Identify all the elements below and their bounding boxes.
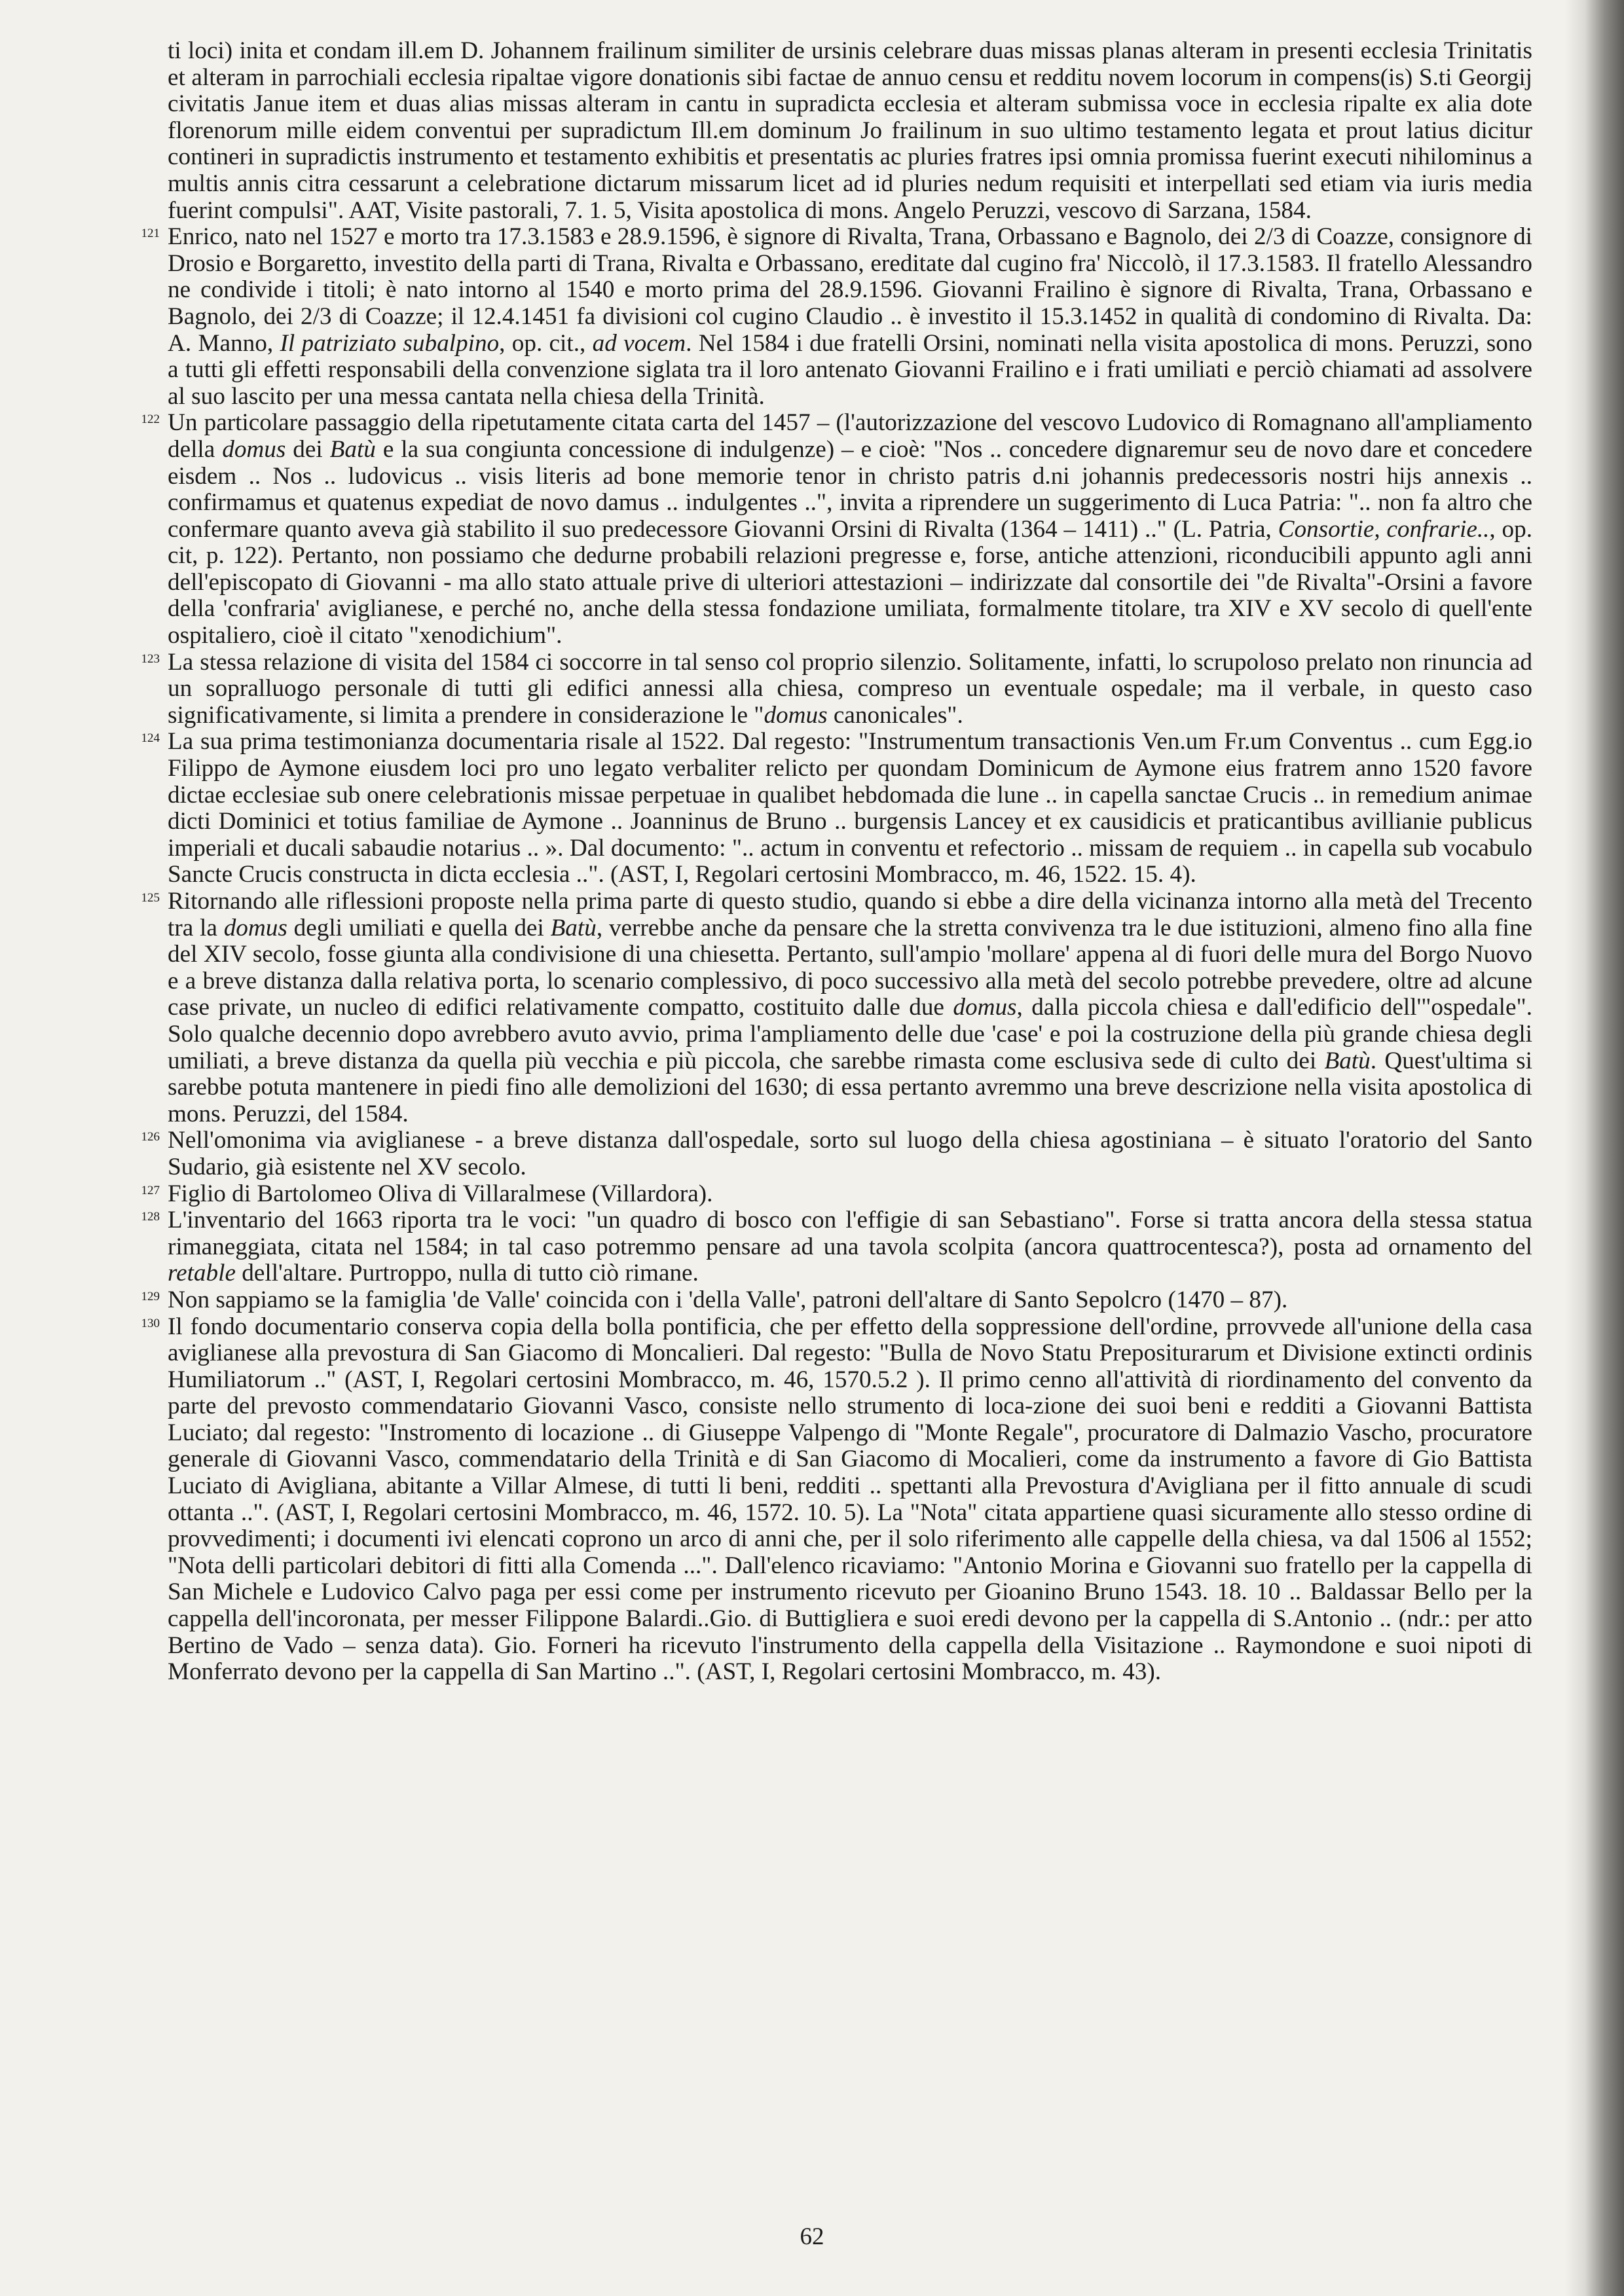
footnote-text: degli umiliati e quella dei [287, 914, 551, 941]
footnote-number: 121 [141, 227, 160, 241]
footnotes-block [124, 38, 1532, 1686]
footnote-italic-text: ad vocem [592, 329, 686, 357]
footnote-text: Non sappiamo se la famiglia 'de Valle' coincida con i 'della Valle', patroni dell'altare di Santo Sepolcro (1470 – 87). [168, 1286, 1288, 1313]
footnote-text: Il fondo documentario conserva copia della bolla pontificia, che per effetto della soppressione dell'ordine, prrovvede all'unione della casa aviglianese alla prevostura di San Giacomo di Moncalieri. Dal regesto: "Bulla de Novo Statu Prepositurarum et Divisione extincti ordinis Humiliatorum .." (AST, I, Regolari certosini Mombracco, m. 46, 1570.5.2 ). Il primo cenno all'attività di riordinamento del convento da parte del prevosto commendatario Giovanni Vasco, consiste nello strumento di loca-zione dei suoi beni e redditi a Giovanni Battista Luciato; dal regesto: "Instromento di locazione .. di Giuseppe Valpengo di "Monte Regale", procuratore di Dalmazio Vascho, procuratore generale di Giovanni Vasco, commendatario della Trinità e di San Giacomo di Mocalieri, come da instrumento a favore di Gio Battista Luciato di Avigliana, abitante a Villar Almese, di tutti li beni, redditi .. spettanti alla Prevostura d'Avigliana per il fitto annuale di scudi ottanta ..". (AST, I, Regolari certosini Mombracco, m. 46, 1572. 10. 5). La "Nota" citata appartiene quasi sicuramente allo stesso ordine di provvedimenti; i documenti ivi elencati coprono un arco di anni che, per il solo riferimento alle cappelle della chiesa, va dal 1506 al 1552; "Nota delli particolari debitori di fitti alla Comenda ...". Dall'elenco ricaviamo: "Antonio Morina e Giovanni suo fratello per la cappella di San Michele e Ludovico Calvo paga per essi come per instrumento ricevuto per Gioanino Bruno 1543. 18. 10 .. Baldassar Bello per la cappella dell'incoronata, per messer Filippone Balardi..Gio. di Buttigliera e suoi eredi devono per la cappella di S.Antonio .. (ndr.: per atto Bertino de Vado – senza data). Gio. Forneri ha ricevuto l'instrumento della cappella della Visitazione .. Raymondone e suoi nipoti di Monferrato devono per la cappella di San Martino ..". (AST, I, Regolari certosini Mombracco, m. 43). [168, 1313, 1532, 1686]
footnote-italic-text: domus [764, 701, 828, 729]
footnote [124, 224, 1532, 410]
footnote-italic-text: domus [222, 435, 286, 463]
footnote-text: La stessa relazione di visita del 1584 ci soccorre in tal senso col proprio silenzio. Solitamente, infatti, lo scrupoloso prelato non rinuncia ad un sopralluogo personale di tutti gli edifici annessi alla chiesa, compreso un eventuale ospedale; ma il verbale, in questo caso significativamente, si limita a prendere in considerazione le " [168, 648, 1532, 729]
footnote-italic-text: Consortie, confrarie.. [1278, 515, 1490, 543]
footnote-number: 128 [141, 1210, 160, 1224]
footnote-italic-text: domus [223, 914, 287, 941]
footnote-text: La sua prima testimonianza documentaria risale al 1522. Dal regesto: "Instrumentum transactionis Ven.um Fr.um Conventus .. cum Egg.io Filippo de Aymone eiusdem loci pro uno legato verbaliter relicto per quondam Dominicum de Aymone eius fratrem anno 1520 favore dictae ecclesiae sub onere celebrationis missae perpetuae in qualibet hebdomada die lune .. in capella sanctae Crucis .. in remedium animae dicti Dominici et totius familiae de Aymone .. Joanninus de Bruno .. burgensis Lancey et ex causidicis et praticantibus avillianie publicus imperiali et ducali sabaudie notarius .. ». Dal documento: ".. actum in conventu et refectorio .. missam de requiem .. in capella sub vocabulo Sancte Crucis constructa in dicta ecclesia ..". (AST, I, Regolari certosini Mombracco, m. 46, 1522. 15. 4). [168, 728, 1532, 888]
page-number: 62 [800, 2223, 824, 2250]
footnote-number: 124 [141, 731, 160, 746]
footnote-italic-text: Batù [550, 914, 597, 941]
footnote-number: 130 [141, 1316, 160, 1330]
footnote [124, 410, 1532, 649]
footnote-number: 122 [141, 412, 160, 427]
footnote [124, 1287, 1532, 1314]
footnote [124, 888, 1532, 1127]
footnote-number: 129 [141, 1289, 160, 1303]
footnote-text: Un particolare passaggio della ripetutamente citata carta del 1457 – (l'autorizzazione del vescovo Ludovico di Romagnano all'ampliamento della [168, 409, 1532, 463]
footnote-text: Nell'omonima via aviglianese - a breve distanza dall'ospedale, sorto sul luogo della chiesa agostiniana – è situato l'oratorio del Santo Sudario, già esistente nel XV secolo. [168, 1127, 1532, 1180]
footnote-italic-text: Il patriziato subalpino [280, 329, 500, 357]
footnote [124, 1207, 1532, 1287]
footnote [124, 729, 1532, 888]
footnote-text: Ritornando alle riflessioni proposte nella prima parte di questo studio, quando si ebbe a dire della vicinanza intorno alla metà del Trecento tra la [168, 888, 1532, 941]
footnote-italic-text: domus [953, 994, 1017, 1021]
footnote-continuation: ti loci) inita et condam ill.em D. Johannem frailinum similiter de ursinis celebrare duas missas planas alteram in presenti ecclesia Trinitatis et alteram in parrochiali ecclesia ripaltae vigore donationis sibi factae de annuo censu et redditu novem locorum in compens(is) S.ti Georgij civitatis Janue item et duas alias missas alteram in cantu in supradicta ecclesia et alteram submissa voce in ecclesia ripalte ex alia dote florenorum mille eidem conventui per supradictum Ill.em dominum Jo frailinum in suo ultimo testamento legata et prout latius dicitur contineri in supradictis instrumento et testamento exhibitis et presentatis ac pluries fratres ipsi omnia promissa fuerint executi nihilominus a multis annis citra cessarunt a celebratione dictarum missarum licet ad id pluries nedum requisiti et interpellati sed etiam via iuris media fuerint compulsi". AAT, Visite pastorali, 7. 1. 5, Visita apostolica di mons. Angelo Peruzzi, vescovo di Sarzana, 1584. [168, 37, 1532, 224]
footnote-number: 123 [141, 651, 160, 666]
footnote-text: dei [286, 435, 330, 463]
footnote-text: , op. cit., [499, 329, 593, 357]
footnote-text: canonicales". [827, 701, 963, 729]
footnote [124, 1127, 1532, 1180]
footnote [124, 1314, 1532, 1686]
footnote-italic-text: Batù [1324, 1047, 1371, 1074]
footnote-number: 125 [141, 891, 160, 905]
footnote-italic-text: Batù [329, 435, 376, 463]
footnote-text: e la sua congiunta concessione di indulgenze) – e cioè: "Nos .. concedere dignaremur seu de novo dare et concedere eisdem .. Nos .. ludovicus .. visis literis ad bone memorie tenor in christo patris d.ni johannis predecessoris nostri hijs annexis .. confirmamus et quatenus expediat de novo damus .. indulgentes ..", invita a riprendere un suggerimento di Luca Patria: ".. non fa altro che confermare quanto aveva già stabilito il suo predecessore Giovanni Orsini di Rivalta (1364 – 1411) .." (L. Patria, [168, 435, 1533, 543]
footnote-text: Figlio di Bartolomeo Oliva di Villaralmese (Villardora). [168, 1180, 713, 1207]
footnote-text: , verrebbe anche da pensare che la stretta convivenza tra le due istituzioni, almeno fino alla fine del XIV secolo, fosse giunta alla condivisione di una chiesetta. Pertanto, sull'ampio 'mollare' appena al di fuori delle mura del Borgo Nuovo e a breve distanza dalla relativa porta, lo scenario complessivo, di poco successivo alla metà del secolo potrebbe prevedere, oltre ad alcune case private, un nucleo di edifici relativamente compatto, costituito dalle due [168, 914, 1532, 1021]
footnote [124, 1181, 1532, 1208]
page-edge-shadow [1565, 0, 1624, 2296]
footnote-number: 126 [141, 1130, 160, 1144]
footnotes-list [124, 224, 1532, 1686]
footnote-text: dell'altare. Purtroppo, nulla di tutto ciò rimane. [235, 1260, 699, 1287]
footnote-italic-text: retable [168, 1260, 236, 1287]
footnote-text: . Quest'ultima si sarebbe potuta mantenere in piedi fino alle demolizioni del 1630; di essa pertanto avremmo una breve descrizione nella visita apostolica di mons. Peruzzi, del 1584. [168, 1047, 1532, 1127]
footnote-text: . Nel 1584 i due fratelli Orsini, nominati nella visita apostolica di mons. Peruzzi, sono a tutti gli effetti responsabili della convenzione siglata tra il loro antenato Giovanni Frailino e i frati umiliati e perciò chiamati ad assolvere al suo lascito per una messa cantata nella chiesa della Trinità. [168, 329, 1533, 410]
footnote [124, 649, 1532, 729]
footnote-text: , dalla piccola chiesa e dall'edificio dell'"ospedale". Solo qualche decennio dopo avrebbero avuto avvio, prima l'ampliamento delle due 'case' e poi la costruzione della più grande chiesa degli umiliati, a breve distanza da quella più vecchia e più piccola, che sarebbe rimasta come esclusiva sede di culto dei [168, 994, 1532, 1074]
footnote-text: , op. cit, p. 122). Pertanto, non possiamo che dedurne probabili relazioni pregresse e, forse, antiche attenzioni, riconducibili appunto agli anni dell'episcopato di Giovanni - ma allo stato attuale prive di ulteriori attestazioni – indirizzate dal consortile dei "de Rivalta"-Orsini a favore della 'confraria' aviglianese, e perché no, anche della stessa fondazione umiliata, formalmente titolare, tra XIV e XV secolo di quell'ente ospitaliero, cioè il citato "xenodichium". [168, 515, 1532, 649]
footnote-number: 127 [141, 1183, 160, 1197]
footnote-text: Enrico, nato nel 1527 e morto tra 17.3.1583 e 28.9.1596, è signore di Rivalta, Trana, Orbassano e Bagnolo, dei 2/3 di Coazze, consignore di Drosio e Borgaretto, investito della parti di Trana, Rivalta e Orbassano, ereditate dal cugino fra' Niccolò, il 17.3.1583. Il fratello Alessandro ne condivide i titoli; è nato intorno al 1540 e morto prima del 28.9.1596. Giovanni Frailino è signore di Rivalta, Trana, Orbassano e Bagnolo, dei 2/3 di Coazze; il 12.4.1451 fa divisioni col cugino Claudio .. è investito il 15.3.1452 in qualità di condomino di Rivalta. Da: A. Manno, [168, 223, 1532, 357]
footnote-text: L'inventario del 1663 riporta tra le voci: "un quadro di bosco con l'effigie di san Sebastiano". Forse si tratta ancora della stessa statua rimaneggiata, citata nel 1584; in tal caso potremmo pensare ad una tavola scolpita (ancora quattrocentesca?), posta ad ornamento del [168, 1207, 1532, 1260]
